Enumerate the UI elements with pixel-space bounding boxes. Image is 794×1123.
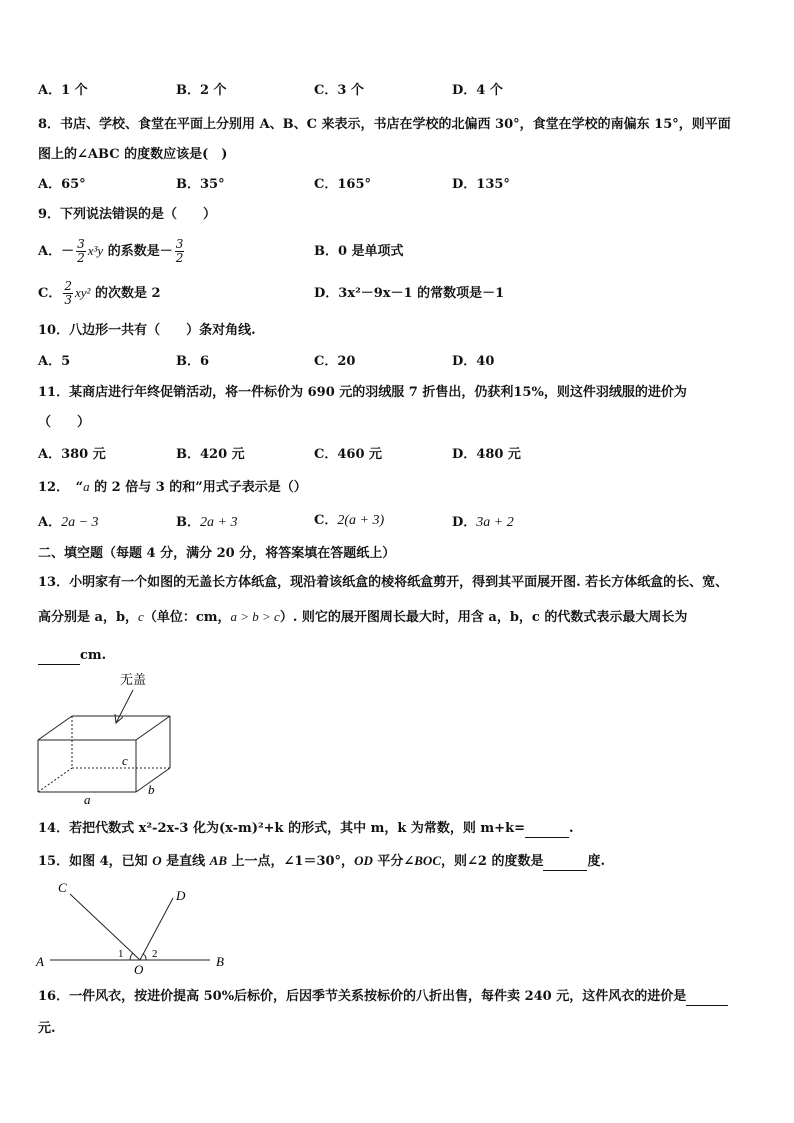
q12-stem-variable: a [83, 479, 90, 494]
label-O: O [134, 962, 144, 977]
q12-b-label: B． [176, 515, 200, 530]
q9-option-a [38, 236, 186, 267]
q8-stem-line2: 图上的∠ABC 的度数应该是( ) [38, 147, 228, 162]
q12-stem [38, 478, 307, 497]
q15-pre: 15．如图 4，已知 [38, 854, 153, 869]
q16-text: 16．一件风衣，按进价提高 50%后标价，后因季节关系按标价的八折出售，每件卖 240 元，这件风衣的进价是 [38, 989, 687, 1004]
q9-option-d: D．3x²－9x－1 的常数项是－1 [314, 286, 505, 301]
q11-option-a: A．380 元 [38, 447, 106, 462]
q15-O: O [152, 853, 162, 868]
label-angle-1: 1 [118, 948, 124, 960]
q14-answer-blank[interactable] [525, 823, 569, 838]
q7-option-d: D．4 个 [452, 83, 503, 98]
q12-a-expression: 2a − 3 [61, 515, 99, 530]
q13-label-a: a [84, 792, 91, 807]
q13-stem-line3 [38, 647, 106, 665]
q12-c-expression: 2(a + 3) [337, 513, 385, 528]
q9-c-denominator: 3 [64, 293, 72, 307]
q11-option-c: C．460 元 [314, 447, 383, 462]
q7-option-b: B．2 个 [176, 83, 227, 98]
q12-a-label: A． [38, 515, 62, 530]
q15-answer-blank[interactable] [543, 856, 587, 871]
q15-mid3: 平分∠ [372, 854, 415, 869]
q13-line2-post: ）. 则它的展开图周长最大时，用含 a，b，c 的代数式表示最大周长为 [279, 610, 688, 625]
q7-option-a: A．1 个 [38, 83, 88, 98]
q10-stem: 10．八边形一共有（ ）条对角线. [38, 323, 256, 338]
q13-answer-blank[interactable] [38, 650, 80, 665]
ray-OC [70, 894, 140, 960]
q13-lid-label: 无盖 [120, 672, 147, 687]
angle-1-arc [130, 953, 133, 960]
q15-end: 度. [587, 854, 605, 869]
label-A: A [36, 954, 44, 969]
q11-option-b: B．420 元 [176, 447, 245, 462]
q13-line2-inequality: a > b > c [230, 609, 280, 624]
q9-c-numerator: 2 [64, 279, 72, 293]
q13-box-figure [30, 668, 190, 808]
q9-option-b: B．0 是单项式 [314, 244, 404, 259]
q9-c-fraction [63, 280, 73, 307]
q12-d-expression: 3a + 2 [476, 515, 514, 530]
q11-stem-line2: （ ） [38, 415, 91, 430]
q9-stem: 9．下列说法错误的是（ ） [38, 207, 217, 222]
label-D: D [176, 888, 186, 903]
q9-a-variable: x³y [87, 243, 104, 258]
q9-a-text: 的系数是－ [107, 244, 173, 259]
q12-option-b [176, 514, 237, 532]
q15-stem [38, 852, 605, 871]
label-angle-2: 2 [152, 948, 158, 960]
q9-c-text: 的次数是 2 [94, 286, 161, 301]
q15-mid1: 是直线 [161, 854, 210, 869]
q8-option-c: C．165° [314, 177, 371, 192]
q14-text: 14．若把代数式 x²-2x-3 化为(x-m)²+k 的形式，其中 m，k 为常数，则 m+k= [38, 821, 525, 836]
q13-stem-line1: 13．小明家有一个如图的无盖长方体纸盒，现沿着该纸盒的棱将纸盒剪开，得到其平面展开图. 若长方体纸盒的长、宽、 [38, 575, 729, 590]
arrow-icon [116, 690, 133, 723]
q16-stem-line1 [38, 988, 728, 1006]
q12-option-c [314, 512, 384, 530]
q13-unit: cm. [80, 648, 107, 663]
q15-angle-figure [30, 878, 240, 978]
q15-BOC: BOC [414, 853, 441, 868]
box-edge [136, 716, 170, 740]
hidden-edge [38, 768, 72, 792]
q9-a-numerator: 3 [77, 237, 85, 251]
section-heading: 二、填空题（每题 4 分，满分 20 分，将答案填在答题纸上） [38, 546, 396, 561]
q12-stem-post: 的 2 倍与 3 的和”用式子表示是（） [89, 480, 307, 495]
q16-answer-blank[interactable] [686, 991, 728, 1006]
q14-stem [38, 820, 574, 838]
q16-stem-line2: 元. [38, 1021, 56, 1036]
q8-stem-line1: 8．书店、学校、食堂在平面上分别用 A、B、C 来表示，书店在学校的北偏西 30°，食堂在学校的南偏东 15°，则平面 [38, 117, 731, 132]
q9-a-numerator2: 3 [175, 237, 184, 251]
angle-2-arc [143, 954, 146, 960]
q8-option-d: D．135° [452, 177, 510, 192]
q9-a-denominator: 2 [77, 251, 85, 265]
label-C: C [58, 880, 67, 895]
q9-c-variable: xy² [75, 285, 91, 300]
q13-line2-mid: （单位：cm， [143, 610, 231, 625]
q12-option-d [452, 514, 514, 532]
q9-a-denominator2: 2 [175, 251, 184, 265]
q10-option-b: B．6 [176, 354, 210, 369]
q8-option-a: A．65° [38, 177, 86, 192]
q15-AB: AB [209, 853, 227, 868]
q12-option-a [38, 514, 99, 532]
q13-label-c: c [122, 753, 128, 768]
q13-label-b: b [148, 782, 155, 797]
q12-b-expression: 2a + 3 [200, 515, 238, 530]
q10-option-d: D．40 [452, 354, 495, 369]
q11-stem-line1: 11．某商店进行年终促销活动，将一件标价为 690 元的羽绒服 7 折售出，仍获利15%，则这件羽绒服的进价为 [38, 385, 687, 400]
q11-option-d: D．480 元 [452, 447, 521, 462]
label-B: B [216, 954, 224, 969]
q9-a-fraction [76, 238, 86, 265]
q12-stem-pre: 12． “ [38, 480, 84, 495]
q9-a-label: A．－ [38, 244, 75, 259]
q13-stem-line2 [38, 608, 687, 627]
q15-mid2: 上一点，∠1＝30°， [227, 854, 355, 869]
box-edge [38, 716, 72, 740]
q9-a-fraction2 [175, 238, 185, 265]
q9-option-c [38, 278, 161, 309]
q10-option-c: C．20 [314, 354, 356, 369]
q8-option-b: B．35° [176, 177, 225, 192]
q12-c-label: C． [314, 513, 338, 528]
q13-line2-pre: 高分别是 a，b， [38, 610, 139, 625]
q13-line2-c: c [138, 609, 144, 624]
q12-d-label: D． [452, 515, 477, 530]
q15-OD: OD [354, 853, 373, 868]
q14-end: . [568, 821, 574, 836]
q15-mid4: ，则∠2 的度数是 [441, 854, 544, 869]
q10-option-a: A．5 [38, 354, 71, 369]
arrow-head-icon [115, 714, 123, 723]
q9-c-label: C． [38, 286, 62, 301]
q7-option-c: C．3 个 [314, 83, 364, 98]
